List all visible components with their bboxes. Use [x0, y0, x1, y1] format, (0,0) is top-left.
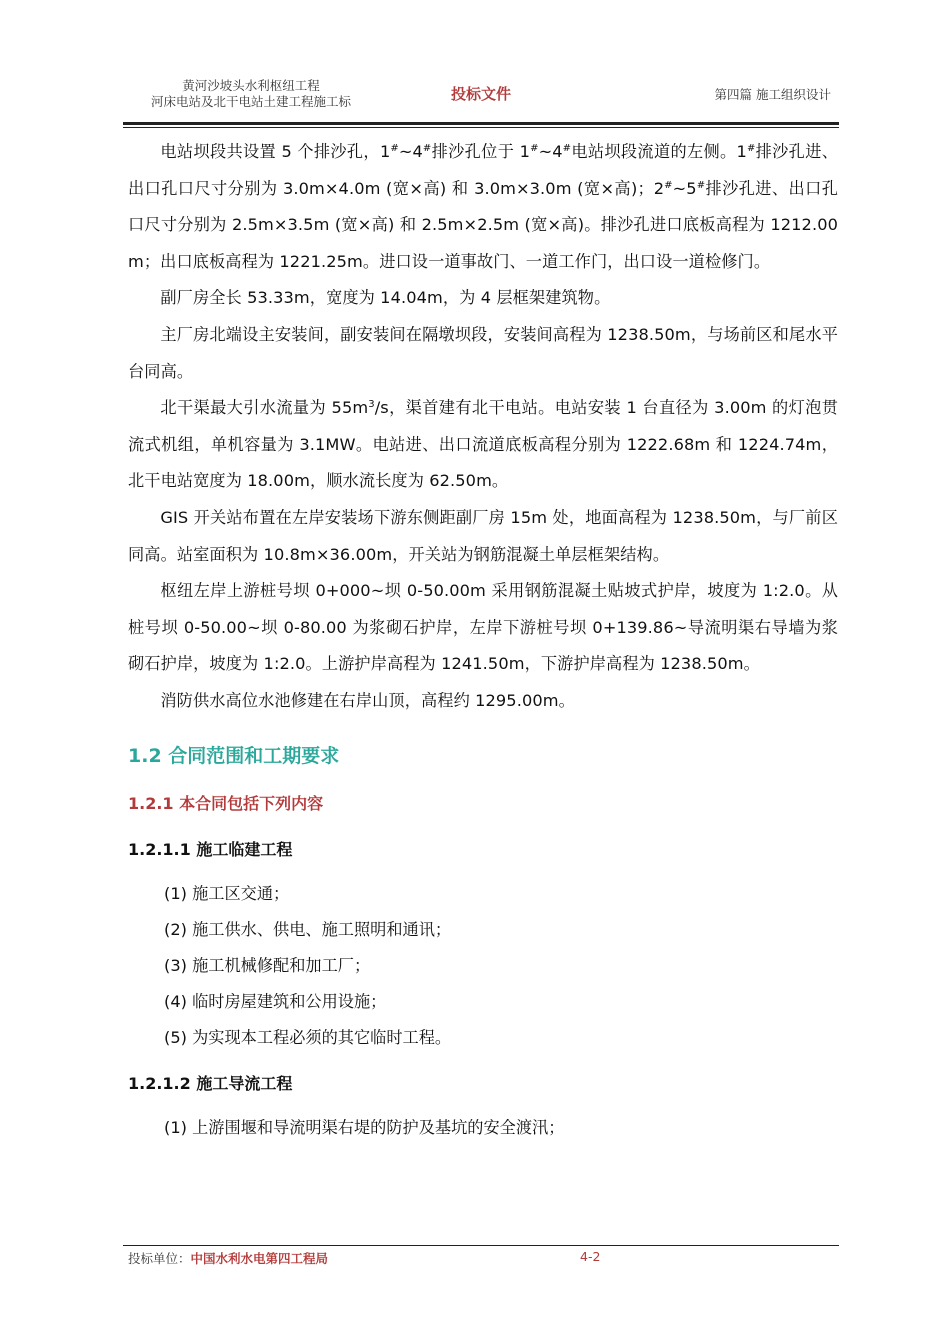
superscript: #	[422, 143, 432, 154]
text-run: ~4	[538, 142, 563, 161]
paragraph-north-canal	[128, 390, 838, 500]
list-item: (4) 临时房屋建筑和公用设施；	[164, 991, 387, 1011]
section-heading-1-2-1: 1.2.1 本合同包括下列内容	[128, 793, 324, 813]
list-item: (3) 施工机械修配和加工厂；	[164, 955, 371, 975]
header-project-line2: 河床电站及北干电站土建工程施工标	[150, 94, 351, 109]
text-run: 排沙孔进、出口孔口尺寸分别为 2.5m×3.5m (宽×高) 和 2.5m×2.5m (宽×高)。排沙孔进口底板高程为 1212.00m；出口底板高程为 1221.25m。进口设一道事故门、一道工作门，出口设一道检修门。	[128, 178, 838, 271]
text-run: /s，渠首建有北干电站。电站安装 1 台直径为 3.00m 的灯泡贯流式机组，单机容量为 3.1MW。电站进、出口流道底板高程分别为 1222.68m 和 1224.74m，北干电站宽度为 18.00m，顺水流长度为 62.50m。	[128, 398, 838, 491]
text-run: 北干渠最大引水流量为 55m	[160, 398, 369, 418]
superscript: #	[562, 143, 572, 154]
superscript: #	[746, 143, 756, 154]
section-heading-1-2-1-1: 1.2.1.1 施工临建工程	[128, 839, 293, 859]
list-item: (1) 上游围堰和导流明渠右堤的防护及基坑的安全渡汛；	[164, 1117, 565, 1137]
header-project-line1: 黄河沙坡头水利枢纽工程	[182, 78, 320, 93]
paragraph-revetment: 枢纽左岸上游桩号坝 0+000~坝 0-50.00m 采用钢筋混凝土贴坡式护岸，坡度为 1:2.0。从桩号坝 0-50.00~坝 0-80.00 为浆砌石护岸，左岸下游桩号坝 0+139.86~导流明渠右导墙为浆砌石护岸，坡度为 1:2.0。上游护岸高程为 1241.50m，下游护岸高程为 1238.50m。	[128, 581, 838, 674]
paragraph-gis-switchyard: GIS 开关站布置在左岸安装场下游东侧距副厂房 15m 处，地面高程为 1238.50m，与厂前区同高。站室面积为 10.8m×36.00m，开关站为钢筋混凝土单层框架结构。	[128, 507, 838, 564]
section-heading-1-2: 1.2 合同范围和工期要求	[128, 744, 340, 767]
header-doc-type: 投标文件	[450, 85, 511, 103]
superscript: 3	[368, 399, 375, 411]
text-run: 排沙孔位于 1	[431, 142, 531, 161]
section-heading-1-2-1-2: 1.2.1.2 施工导流工程	[128, 1073, 293, 1093]
page-content	[128, 134, 838, 1146]
list-item: (2) 施工供水、供电、施工照明和通讯；	[164, 919, 452, 939]
page-header	[123, 76, 839, 126]
text-run: ~4	[398, 142, 423, 161]
page-number: 4-2	[580, 1249, 601, 1264]
superscript: #	[696, 179, 706, 191]
header-chapter: 第四篇 施工组织设计	[714, 87, 831, 102]
text-run: 排沙孔进、出口孔口尺寸分别为 3.0m×4.0m (宽×高) 和 3.0m×3.0m (宽×高)；2	[128, 142, 839, 198]
paragraph-fire-water: 消防供水高位水池修建在右岸山顶，高程约 1295.00m。	[160, 690, 575, 710]
paragraph-sediment-holes	[128, 134, 838, 280]
text-run: 电站坝段流道的左侧。1	[571, 142, 747, 161]
superscript: #	[390, 143, 399, 154]
text-run: 电站坝段共设置 5 个排沙孔，1	[160, 142, 391, 161]
page-footer	[128, 1249, 838, 1267]
list-item: (1) 施工区交通；	[164, 883, 290, 903]
paragraph-main-powerhouse: 主厂房北端设主安装间，副安装间在隔墩坝段，安装间高程为 1238.50m，与场前区和尾水平台同高。	[128, 324, 838, 381]
paragraph-aux-powerhouse: 副厂房全长 53.33m，宽度为 14.04m，为 4 层框架建筑物。	[160, 288, 611, 308]
footer-org: 中国水利水电第四工程局	[190, 1251, 329, 1266]
text-run: ~5	[672, 178, 697, 198]
footer-rule	[123, 1245, 839, 1246]
footer-label: 投标单位：	[128, 1251, 191, 1266]
header-rule-thick	[123, 122, 839, 125]
superscript: #	[664, 179, 673, 191]
header-rule-thin	[123, 127, 839, 128]
list-item: (5) 为实现本工程必须的其它临时工程。	[164, 1027, 452, 1047]
superscript: #	[530, 143, 539, 154]
